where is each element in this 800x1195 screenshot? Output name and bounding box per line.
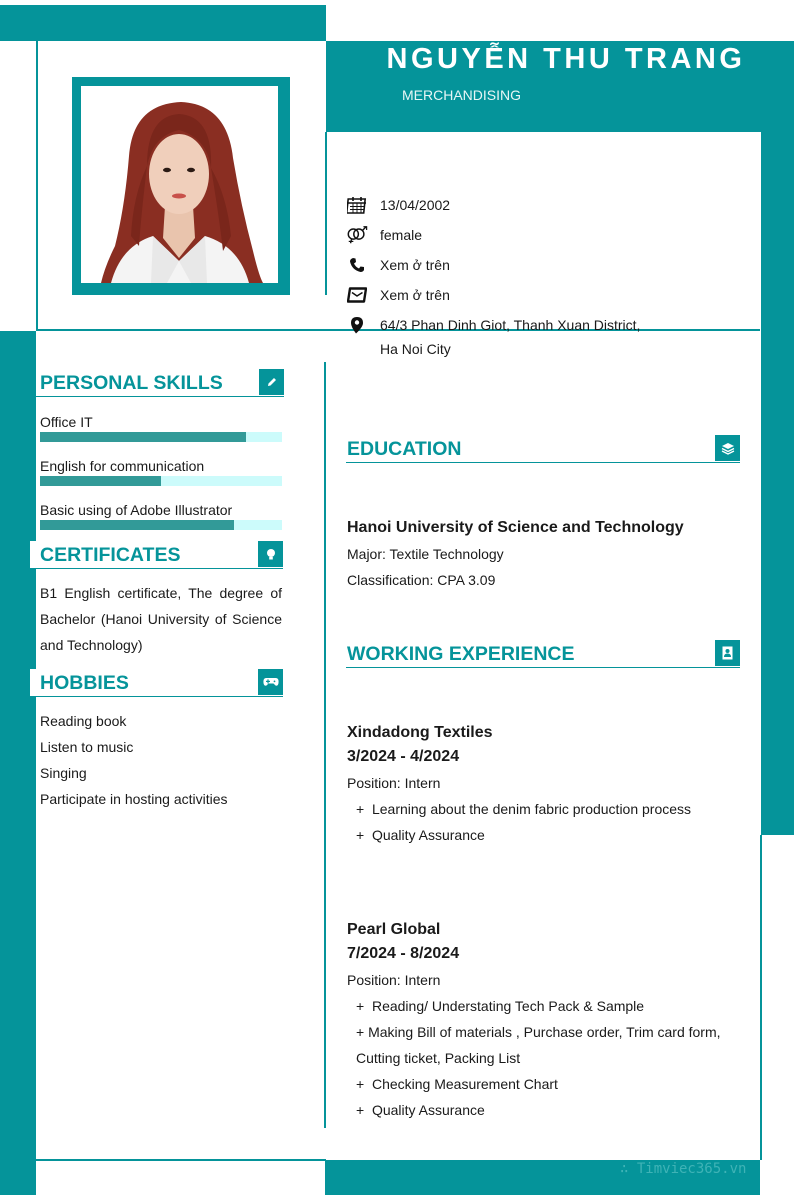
- section-header-education: [346, 435, 740, 463]
- education-major: Major: Textile Technology: [347, 546, 504, 562]
- pencil-icon: [259, 369, 284, 395]
- job-bullet: + Quality Assurance: [356, 827, 485, 843]
- address-text-line2: Ha Noi City: [380, 341, 451, 357]
- skill-bar: [40, 432, 282, 442]
- job-position: Position: Intern: [347, 775, 441, 791]
- avatar: [81, 86, 278, 283]
- job-company: Xindadong Textiles: [347, 724, 493, 741]
- contact-phone: [346, 255, 450, 275]
- divider-line: [760, 835, 762, 1160]
- skill-label: Basic using of Adobe Illustrator: [40, 502, 233, 518]
- email-text: Xem ở trên: [380, 287, 450, 303]
- job-bullet: Cutting ticket, Packing List: [356, 1050, 521, 1066]
- job-bullet: + Learning about the denim fabric production process: [356, 801, 692, 817]
- envelope-icon: [346, 285, 368, 305]
- job-position: Position: Intern: [347, 972, 441, 988]
- certificates-text: B1 English certificate, The degree of Bachelor (Hanoi University of Science and Technology): [40, 585, 282, 653]
- avatar-frame: [72, 77, 290, 295]
- section-title: EDUCATION: [347, 438, 462, 460]
- map-pin-icon: [346, 315, 368, 335]
- job-period: 3/2024 - 4/2024: [347, 748, 460, 765]
- job-bullet: + Making Bill of materials , Purchase order, Trim card form,: [356, 1024, 721, 1040]
- section-header-experience: [346, 640, 740, 668]
- birthday-text: 13/04/2002: [380, 197, 451, 213]
- section-title: HOBBIES: [40, 672, 129, 694]
- education-classification: Classification: CPA 3.09: [347, 572, 496, 588]
- section-title: CERTIFICATES: [40, 544, 181, 566]
- job-period: 7/2024 - 8/2024: [347, 945, 460, 962]
- section-header-hobbies: [30, 669, 283, 697]
- hobby-item: Reading book: [40, 713, 127, 729]
- id-card-icon: [715, 640, 740, 666]
- address-text-line1: 64/3 Phan Dinh Giot, Thanh Xuan District,: [380, 317, 641, 333]
- gender-text: female: [380, 227, 423, 243]
- job-title: MERCHANDISING: [402, 87, 522, 103]
- decorative-bar-left: [0, 331, 36, 1195]
- job-bullet: + Checking Measurement Chart: [356, 1076, 558, 1092]
- gamepad-icon: [258, 669, 283, 695]
- contact-birthday: [346, 195, 450, 215]
- column-divider: [324, 362, 326, 1128]
- decorative-bar-right: [761, 132, 794, 835]
- decorative-bar-top-left: [0, 5, 326, 41]
- watermark: ∴ Timviec365.vn: [620, 1161, 747, 1177]
- gender-icon: [346, 225, 368, 245]
- contact-address: [346, 315, 640, 335]
- skill-bar: [40, 476, 282, 486]
- hobby-item: Listen to music: [40, 739, 134, 755]
- divider-line: [325, 132, 327, 295]
- section-header-certificates: [30, 541, 283, 569]
- job-bullet: + Reading/ Understating Tech Pack & Sample: [356, 998, 645, 1014]
- phone-icon: [346, 255, 368, 275]
- section-title: WORKING EXPERIENCE: [347, 643, 575, 665]
- contact-email: [346, 285, 450, 305]
- job-bullet: + Quality Assurance: [356, 1102, 485, 1118]
- divider-line: [36, 1159, 326, 1161]
- hobby-item: Participate in hosting activities: [40, 791, 228, 807]
- layers-icon: [715, 435, 740, 461]
- hobby-item: Singing: [40, 765, 87, 781]
- candidate-name: NGUYỄN THU TRANG: [386, 43, 746, 75]
- education-school: Hanoi University of Science and Technology: [347, 519, 684, 536]
- section-title: PERSONAL SKILLS: [40, 372, 223, 394]
- lightbulb-icon: [258, 541, 283, 567]
- divider-line: [36, 41, 38, 331]
- skill-label: English for communication: [40, 458, 205, 474]
- section-header-skills: [36, 369, 284, 397]
- contact-gender: [346, 225, 422, 245]
- job-company: Pearl Global: [347, 921, 441, 938]
- skill-bar: [40, 520, 282, 530]
- skill-label: Office IT: [40, 414, 93, 430]
- calendar-icon: [346, 195, 368, 215]
- phone-text: Xem ở trên: [380, 257, 450, 273]
